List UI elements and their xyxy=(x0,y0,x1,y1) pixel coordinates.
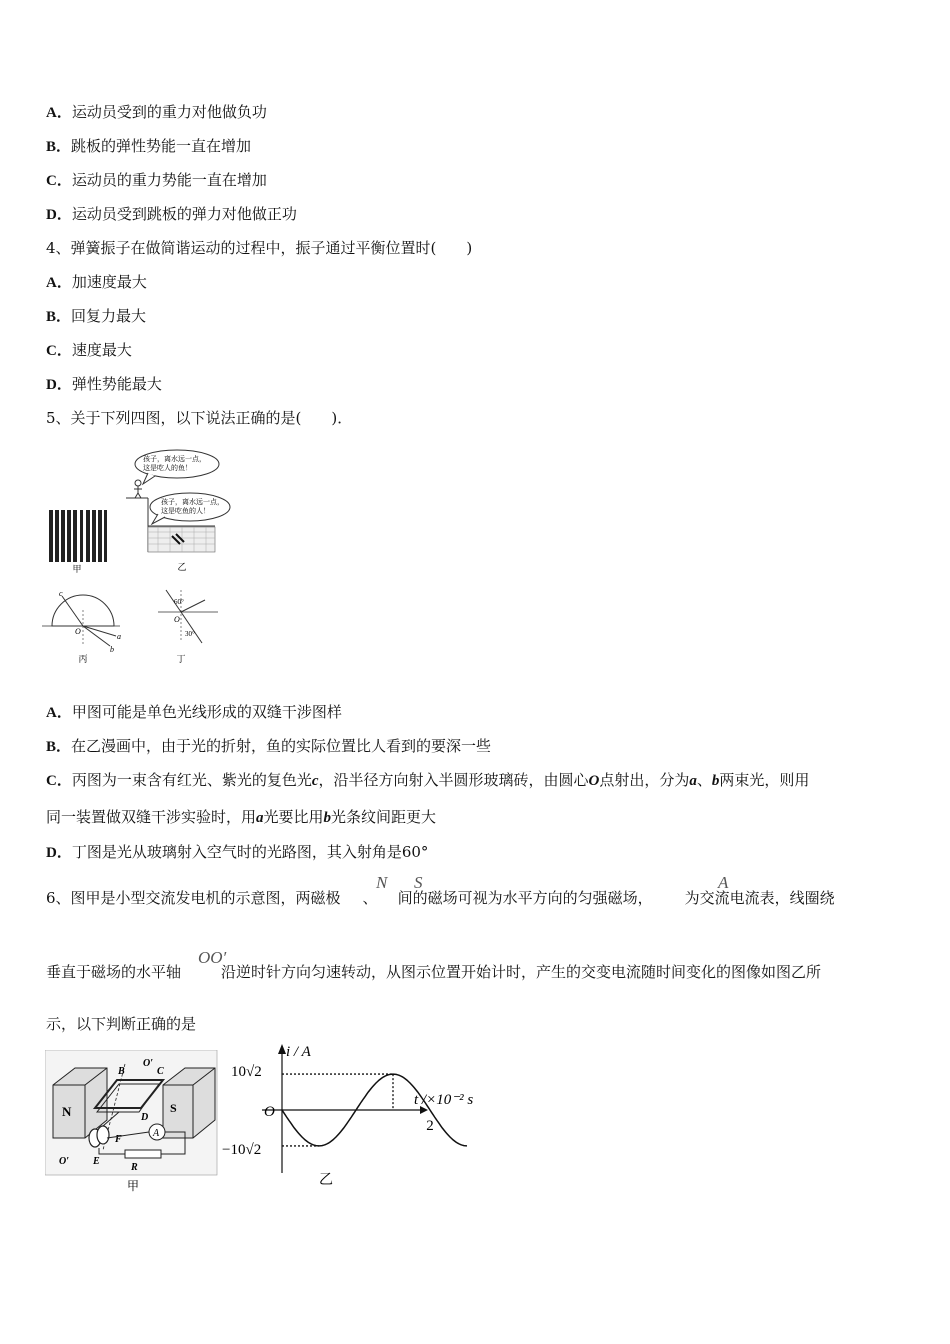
option-letter: A． xyxy=(46,705,72,721)
refraction-diagram xyxy=(158,590,218,643)
option-letter: B． xyxy=(46,309,72,325)
symbol-oo: OO′ xyxy=(198,948,227,967)
label-o-bottom: O′ xyxy=(59,1156,70,1167)
label-n: N xyxy=(62,1104,72,1119)
q5-stem: 5、关于下列四图，以下说法正确的是( )． xyxy=(46,409,353,427)
var-b: b xyxy=(711,773,720,789)
var-a: a xyxy=(689,773,697,789)
q5-option-c-line1 xyxy=(46,770,809,791)
option-letter: D． xyxy=(46,845,72,861)
semicircle-diagram xyxy=(42,589,121,654)
y-axis-label: i / A xyxy=(286,1044,311,1060)
option-letter: B． xyxy=(46,739,72,755)
label-s: S xyxy=(170,1101,177,1115)
label-o-top: O′ xyxy=(143,1058,154,1069)
label-c: c xyxy=(59,589,63,598)
option-text: 跳板的弹性势能一直在增加 xyxy=(71,137,252,155)
label-f: F xyxy=(115,1134,122,1145)
option-letter: A． xyxy=(46,275,72,291)
y-axis-arrow xyxy=(278,1044,286,1054)
text: 、 xyxy=(696,771,712,789)
label-b: B xyxy=(118,1066,125,1077)
text: 为交流电流表，线圈绕 xyxy=(684,889,835,907)
ytick-max: 10√2 xyxy=(231,1064,262,1080)
q4-option-b xyxy=(46,306,146,327)
option-text: 弹性势能最大 xyxy=(71,375,162,393)
generator-diagram xyxy=(45,1050,220,1195)
bubble1-line2: 这是吃人的鱼！ xyxy=(143,464,192,472)
text: 光条纹间距更大 xyxy=(331,808,437,826)
var-c: c xyxy=(311,773,319,789)
q6-stem-line3: 示，以下判断正确的是 xyxy=(46,1015,197,1033)
text: 间的磁场可视为水平方向的匀强磁场， xyxy=(397,889,653,907)
ytick-min: −10√2 xyxy=(222,1142,262,1158)
text: 光要比用 xyxy=(263,808,324,826)
bubble2-line1: 孩子，离水远一点， xyxy=(161,498,224,506)
q4-option-a xyxy=(46,272,147,293)
caption-bing: 丙 xyxy=(78,654,88,664)
origin-label: O xyxy=(264,1104,275,1120)
label-o-ding: O xyxy=(174,615,180,624)
q5-option-c-line2 xyxy=(46,807,436,828)
q4-option-d xyxy=(46,374,162,395)
x-axis-label: t /×10⁻² s xyxy=(414,1092,474,1108)
text: 沿逆时针方向匀速转动，从图示位置开始计时，产生的交变电流随时间变化的图像如图乙所 xyxy=(221,963,822,981)
option-text: 在乙漫画中，由于光的折射，鱼的实际位置比人看到的要深一些 xyxy=(71,737,492,755)
option-letter: C． xyxy=(46,173,72,189)
fringe-pattern xyxy=(49,510,107,562)
option-letter: B． xyxy=(46,139,72,155)
text: 点射出，分为 xyxy=(599,771,690,789)
symbol-s: S xyxy=(414,873,423,892)
text: 同一装置做双缝干涉实验时，用 xyxy=(46,808,257,826)
q3-option-c xyxy=(46,170,267,191)
label-angle2: 30° xyxy=(185,630,195,638)
bubble1-line1: 孩子，离水远一点， xyxy=(143,455,206,463)
option-letter: C． xyxy=(46,773,72,789)
xtick-2: 2 xyxy=(426,1118,434,1134)
option-text: 甲图可能是单色光线形成的双缝干涉图样 xyxy=(71,703,342,721)
caption-ding: 丁 xyxy=(176,654,186,664)
caption-yi-6: 乙 xyxy=(319,1173,333,1188)
ammeter-label: A xyxy=(153,1128,160,1139)
label-e: E xyxy=(93,1156,100,1167)
label-o: O xyxy=(75,627,81,636)
symbol-a: A xyxy=(718,873,729,892)
label-c: C xyxy=(157,1066,164,1077)
option-text: 运动员受到跳板的弹力对他做正功 xyxy=(71,205,297,223)
cartoon xyxy=(126,450,230,552)
q6-stem-line1 xyxy=(46,888,835,908)
text: 、 xyxy=(362,889,378,907)
q5-option-d xyxy=(46,842,428,863)
option-text: 丁图是光从玻璃射入空气时的光路图，其入射角是60° xyxy=(71,843,429,861)
option-text: 运动员受到的重力对他做负功 xyxy=(71,103,267,121)
option-letter: A． xyxy=(46,105,72,121)
label-r: R xyxy=(131,1162,138,1173)
q5-figure xyxy=(40,440,240,670)
var-o: O xyxy=(588,773,600,789)
option-letter: C． xyxy=(46,343,72,359)
q4-option-c xyxy=(46,340,132,361)
var-b: b xyxy=(323,810,332,826)
caption-jia: 甲 xyxy=(72,564,82,574)
option-text: 加速度最大 xyxy=(71,273,147,291)
var-a: a xyxy=(256,810,264,826)
caption-jia-6: 甲 xyxy=(126,1179,140,1193)
bubble2-line2: 这是吃鱼的人！ xyxy=(161,507,210,515)
q3-option-d xyxy=(46,204,297,225)
q4-stem: 4、弹簧振子在做简谐运动的过程中，振子通过平衡位置时( ) xyxy=(46,239,473,257)
label-angle1: 60° xyxy=(174,598,184,606)
label-d: D xyxy=(141,1112,149,1123)
option-letter: D． xyxy=(46,377,72,393)
text: 6、图甲是小型交流发电机的示意图，两磁极 xyxy=(46,889,341,907)
option-letter: D． xyxy=(46,207,72,223)
label-b: b xyxy=(110,645,114,654)
caption-yi: 乙 xyxy=(177,562,187,572)
label-a: a xyxy=(117,632,121,641)
text: ，沿半径方向射入半圆形玻璃砖，由圆心 xyxy=(318,771,589,789)
q5-option-a xyxy=(46,702,342,723)
option-text: 运动员的重力势能一直在增加 xyxy=(71,171,267,189)
text: 丙图为一束含有红光、紫光的复色光 xyxy=(71,771,312,789)
q3-option-b xyxy=(46,136,251,157)
option-text: 速度最大 xyxy=(71,341,132,359)
q6-stem-line2 xyxy=(46,962,821,982)
q3-option-a xyxy=(46,102,267,123)
option-text: 回复力最大 xyxy=(71,307,147,325)
text: 两束光，则用 xyxy=(719,771,810,789)
q5-option-b xyxy=(46,736,491,757)
symbol-n: N xyxy=(376,873,388,892)
text: 垂直于磁场的水平轴 xyxy=(46,963,182,981)
current-time-chart xyxy=(222,1038,492,1188)
